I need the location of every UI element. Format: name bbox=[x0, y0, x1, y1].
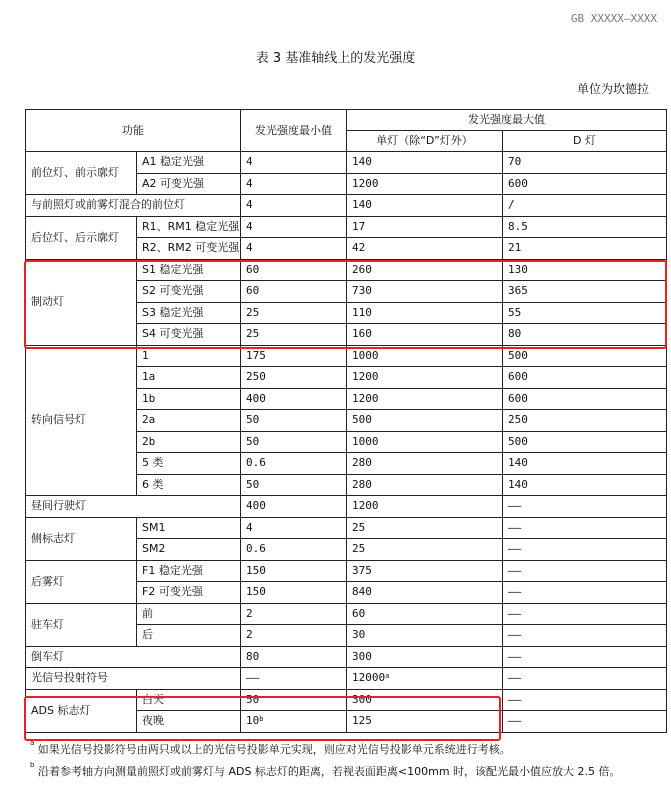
min-value: 10 bbox=[246, 714, 260, 728]
table-row bbox=[26, 668, 667, 690]
min-cell: 150 bbox=[241, 582, 347, 604]
d-cell: —— bbox=[503, 560, 667, 582]
min-cell: 150 bbox=[241, 560, 347, 582]
footnote-a-mark: a bbox=[30, 739, 35, 747]
d-cell: 600 bbox=[503, 388, 667, 410]
standard-number: GB XXXXX—XXXX bbox=[570, 12, 657, 25]
sub-label: 2b bbox=[137, 431, 241, 453]
table-row bbox=[26, 259, 667, 281]
min-cell: —— bbox=[241, 668, 347, 690]
d-cell: / bbox=[503, 195, 667, 217]
min-cell: 4 bbox=[241, 238, 347, 260]
single-cell: 140 bbox=[347, 195, 503, 217]
sub-label: R2、RM2 可变光强 bbox=[137, 238, 241, 260]
min-cell: 60 bbox=[241, 281, 347, 303]
d-cell: 130 bbox=[503, 259, 667, 281]
table-row bbox=[26, 345, 667, 367]
table-row bbox=[26, 603, 667, 625]
table-row bbox=[26, 517, 667, 539]
d-cell: 600 bbox=[503, 173, 667, 195]
group-label: 昼间行驶灯 bbox=[26, 496, 241, 518]
single-cell: 260 bbox=[347, 259, 503, 281]
group-label: 后位灯、后示廓灯 bbox=[26, 216, 137, 259]
group-label: 前位灯、前示廓灯 bbox=[26, 152, 137, 195]
d-cell: 21 bbox=[503, 238, 667, 260]
single-cell: 110 bbox=[347, 302, 503, 324]
min-cell: 60 bbox=[241, 259, 347, 281]
min-cell: 25 bbox=[241, 324, 347, 346]
group-label: 倒车灯 bbox=[26, 646, 241, 668]
min-cell: 250 bbox=[241, 367, 347, 389]
group-label: ADS 标志灯 bbox=[26, 689, 137, 732]
single-cell: 17 bbox=[347, 216, 503, 238]
table-row bbox=[26, 216, 667, 238]
single-cell: 25 bbox=[347, 539, 503, 561]
sub-label: S1 稳定光强 bbox=[137, 259, 241, 281]
d-cell: 500 bbox=[503, 345, 667, 367]
sub-label: S2 可变光强 bbox=[137, 281, 241, 303]
footnote-b-mark: b bbox=[30, 761, 35, 769]
single-cell: 1000 bbox=[347, 431, 503, 453]
min-cell: 50 bbox=[241, 410, 347, 432]
footnote-mark-b: b bbox=[259, 715, 264, 724]
header-min: 发光强度最小值 bbox=[241, 110, 347, 152]
footnote-b-text: 沿着参考轴方向测量前照灯或前雾灯与 ADS 标志灯的距离，若视表面距离<100mm 时，该配光最小值应放大 2.5 倍。 bbox=[37, 765, 621, 778]
min-cell: 25 bbox=[241, 302, 347, 324]
sub-label: R1、RM1 稳定光强 bbox=[137, 216, 241, 238]
single-cell: 125 bbox=[347, 711, 503, 733]
group-label: 光信号投射符号 bbox=[26, 668, 241, 690]
single-cell: 1200 bbox=[347, 367, 503, 389]
single-cell: 730 bbox=[347, 281, 503, 303]
table-row bbox=[26, 646, 667, 668]
d-cell: —— bbox=[503, 689, 667, 711]
footnote-b bbox=[30, 763, 660, 779]
footnote-a-text: 如果光信号投影符号由两只或以上的光信号投影单元实现，则应对光信号投影单元系统进行考核。 bbox=[37, 743, 511, 756]
sub-label: 白天 bbox=[137, 689, 241, 711]
min-cell: 175 bbox=[241, 345, 347, 367]
table-header-row bbox=[26, 110, 667, 131]
d-cell: 250 bbox=[503, 410, 667, 432]
min-cell: 50 bbox=[241, 689, 347, 711]
single-cell: 280 bbox=[347, 474, 503, 496]
single-cell: 840 bbox=[347, 582, 503, 604]
sub-label: F2 可变光强 bbox=[137, 582, 241, 604]
min-cell: 400 bbox=[241, 388, 347, 410]
header-single: 单灯（除“D”灯外） bbox=[347, 131, 503, 152]
min-cell: 80 bbox=[241, 646, 347, 668]
d-cell: —— bbox=[503, 625, 667, 647]
d-cell: 140 bbox=[503, 453, 667, 475]
sub-label: SM2 bbox=[137, 539, 241, 561]
sub-label: 后 bbox=[137, 625, 241, 647]
single-cell: 1200 bbox=[347, 173, 503, 195]
luminous-intensity-table bbox=[25, 109, 667, 733]
min-cell: 50 bbox=[241, 474, 347, 496]
d-cell: —— bbox=[503, 582, 667, 604]
min-cell: 2 bbox=[241, 603, 347, 625]
sub-label: F1 稳定光强 bbox=[137, 560, 241, 582]
min-cell: 0.6 bbox=[241, 539, 347, 561]
min-cell: 0.6 bbox=[241, 453, 347, 475]
unit-label: 单位为坎德拉 bbox=[576, 82, 649, 96]
group-label: 侧标志灯 bbox=[26, 517, 137, 560]
table-row bbox=[26, 560, 667, 582]
table-row bbox=[26, 689, 667, 711]
sub-label: 1b bbox=[137, 388, 241, 410]
group-label: 后雾灯 bbox=[26, 560, 137, 603]
min-cell bbox=[241, 711, 347, 733]
sub-label: 1 bbox=[137, 345, 241, 367]
d-cell: 8.5 bbox=[503, 216, 667, 238]
footnote-a bbox=[30, 741, 660, 757]
d-cell: 365 bbox=[503, 281, 667, 303]
group-label: 转向信号灯 bbox=[26, 345, 137, 496]
group-label: 制动灯 bbox=[26, 259, 137, 345]
single-value: 12000 bbox=[352, 671, 386, 685]
min-cell: 400 bbox=[241, 496, 347, 518]
sub-label: 2a bbox=[137, 410, 241, 432]
d-cell: —— bbox=[503, 539, 667, 561]
table-title: 表 3 基准轴线上的发光强度 bbox=[255, 51, 416, 66]
sub-label: 前 bbox=[137, 603, 241, 625]
single-cell: 300 bbox=[347, 689, 503, 711]
sub-label: S3 稳定光强 bbox=[137, 302, 241, 324]
d-cell: —— bbox=[503, 496, 667, 518]
d-cell: —— bbox=[503, 517, 667, 539]
single-cell: 1200 bbox=[347, 496, 503, 518]
single-cell: 1200 bbox=[347, 388, 503, 410]
group-label: 与前照灯或前雾灯混合的前位灯 bbox=[26, 195, 241, 217]
sub-label: 夜晚 bbox=[137, 711, 241, 733]
d-cell: —— bbox=[503, 668, 667, 690]
min-cell: 50 bbox=[241, 431, 347, 453]
sub-label: S4 可变光强 bbox=[137, 324, 241, 346]
table-row bbox=[26, 496, 667, 518]
single-cell: 42 bbox=[347, 238, 503, 260]
single-cell: 300 bbox=[347, 646, 503, 668]
single-cell: 25 bbox=[347, 517, 503, 539]
d-cell: 80 bbox=[503, 324, 667, 346]
min-cell: 4 bbox=[241, 195, 347, 217]
min-cell: 4 bbox=[241, 517, 347, 539]
single-cell: 60 bbox=[347, 603, 503, 625]
single-cell: 140 bbox=[347, 152, 503, 174]
d-cell: 70 bbox=[503, 152, 667, 174]
footnote-mark-a: a bbox=[385, 672, 390, 681]
d-cell: 500 bbox=[503, 431, 667, 453]
single-cell: 30 bbox=[347, 625, 503, 647]
min-cell: 4 bbox=[241, 173, 347, 195]
header-d: D 灯 bbox=[503, 131, 667, 152]
table-row bbox=[26, 195, 667, 217]
d-cell: 140 bbox=[503, 474, 667, 496]
d-cell: —— bbox=[503, 603, 667, 625]
sub-label: SM1 bbox=[137, 517, 241, 539]
table-row bbox=[26, 152, 667, 174]
sub-label: 6 类 bbox=[137, 474, 241, 496]
d-cell: 600 bbox=[503, 367, 667, 389]
sub-label: A2 可变光强 bbox=[137, 173, 241, 195]
d-cell: —— bbox=[503, 646, 667, 668]
sub-label: A1 稳定光强 bbox=[137, 152, 241, 174]
single-cell: 1000 bbox=[347, 345, 503, 367]
single-cell: 160 bbox=[347, 324, 503, 346]
min-cell: 4 bbox=[241, 152, 347, 174]
single-cell: 500 bbox=[347, 410, 503, 432]
group-label: 驻车灯 bbox=[26, 603, 137, 646]
single-cell: 375 bbox=[347, 560, 503, 582]
min-cell: 4 bbox=[241, 216, 347, 238]
sub-label: 5 类 bbox=[137, 453, 241, 475]
min-cell: 2 bbox=[241, 625, 347, 647]
header-max: 发光强度最大值 bbox=[347, 110, 667, 131]
d-cell: 55 bbox=[503, 302, 667, 324]
d-cell: —— bbox=[503, 711, 667, 733]
header-function: 功能 bbox=[26, 110, 241, 152]
single-cell bbox=[347, 668, 503, 690]
sub-label: 1a bbox=[137, 367, 241, 389]
single-cell: 280 bbox=[347, 453, 503, 475]
